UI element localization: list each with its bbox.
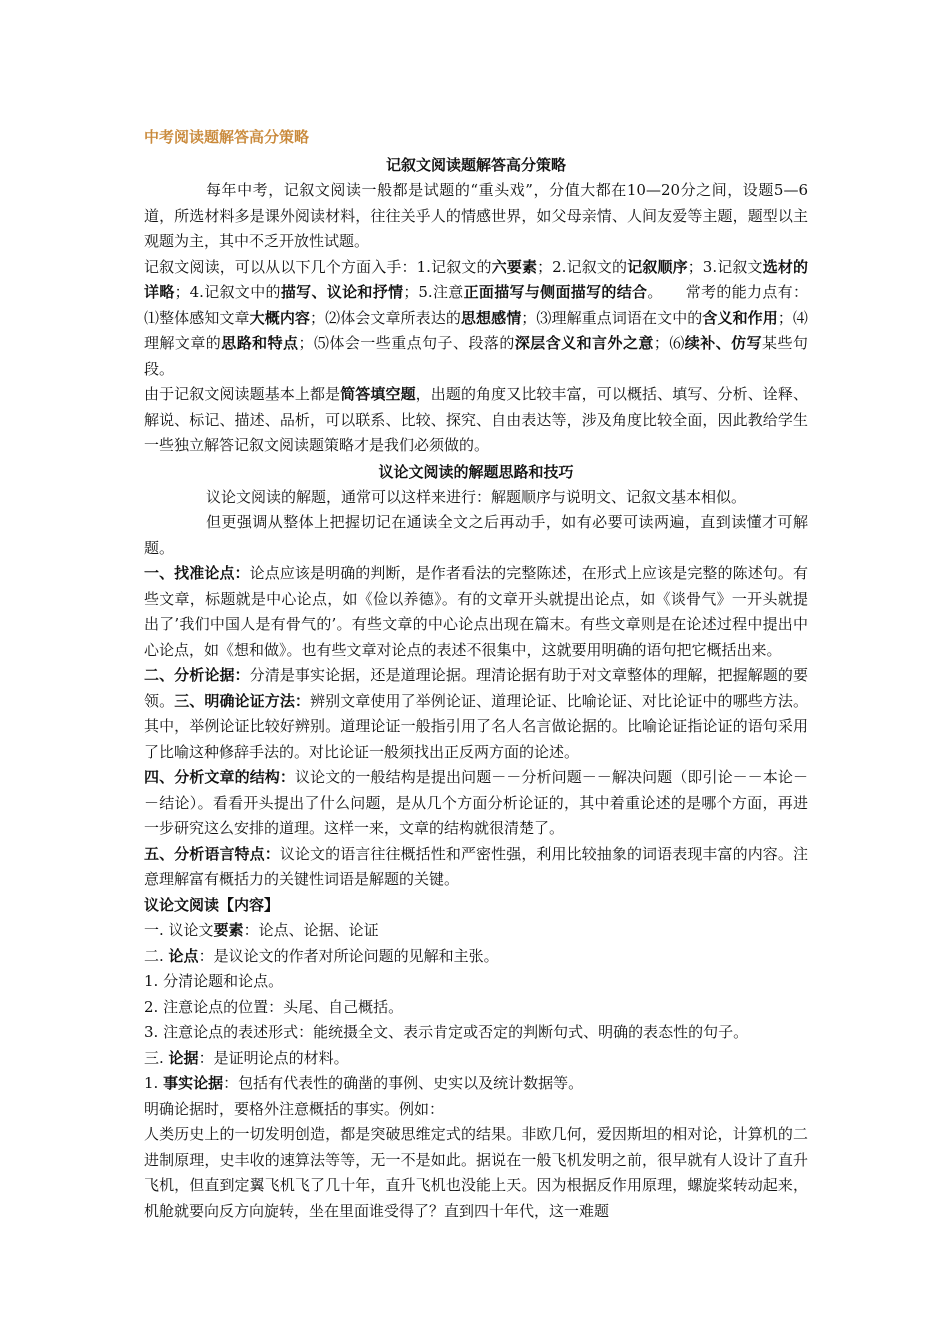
section-title-narrative: 记叙文阅读题解答高分策略	[385, 156, 566, 174]
list-item-thesis-2: 2. 注意论点的位置：头尾、自己概括。	[144, 997, 404, 1016]
list-item-thesis-1: 1. 分清论题和论点。	[144, 972, 284, 990]
paragraph-question-types: 由于记叙文阅读题基本上都是简答填空题，出题的角度又比较丰富，可以概括、填写、分析、诠释、解说、标记、描述、品析，可以联系、比较、探究、自由表达等，涉及角度比较全面，因此教给学生一些独立解答记叙文阅读题策略才是我们必须做的。	[144, 385, 808, 454]
heading-argument-content: 议论文阅读【内容】	[144, 895, 280, 914]
document-title: 中考阅读题解答高分策略	[144, 128, 310, 146]
section-title-argument: 议论文阅读的解题思路和技巧	[378, 462, 574, 481]
list-item-thesis-3: 3. 注意论点的表述形式：能统摄全文、表示肯定或否定的判断句式、明确的表态性的句子。	[144, 1023, 749, 1041]
paragraph-language: 五、分析语言特点：议论文的语言往往概括性和严密性强，利用比较抽象的词语表现丰富的内容。注意理解富有概括力的关键性词语是解题的关键。	[144, 844, 808, 888]
paragraph-argument-intro: 议论文阅读的解题，通常可以这样来进行：解题顺序与说明文、记叙文基本相似。	[206, 487, 747, 506]
paragraph-argument-whole: 但更强调从整体上把握切记在通读全文之后再动手，如有必要可读两遍，直到读懂才可解题。	[144, 513, 808, 557]
list-item-evidence: 三. 论据：是证明论点的材料。	[144, 1048, 349, 1067]
list-item-elements: 一. 议论文要素：论点、论据、论证	[144, 921, 379, 939]
paragraph-find-thesis: 一、找准论点：论点应该是明确的判断，是作者看法的完整陈述，在形式上应该是完整的陈述句。有些文章，标题就是中心论点，如《俭以养德》。有的文章开头就提出论点，如《谈骨气》一开头就提出了’我们中国人是有骨气的’。有些文章的中心论点出现在篇末。有些文章则是在论述过程中提出中心论点，如《想和做》。也有些文章对论点的表述不很集中，这就要用明确的语句把它概括出来。	[144, 564, 808, 659]
paragraph-example: 人类历史上的一切发明创造，都是突破思维定式的结果。非欧几何，爱因斯坦的相对论，计算机的二进制原理，史丰收的速算法等等，无一不是如此。据说在一般飞机发明之前，很早就有人设计了直升飞机，但直到定翼飞机飞了几十年，直升飞机也没能上天。因为根据反作用原理，螺旋桨转动起来，机舱就要向反方向旋转，坐在里面谁受得了？直到四十年代，这一难题	[144, 1125, 808, 1220]
paragraph-structure: 四、分析文章的结构：议论文的一般结构是提出问题－－分析问题－－解决问题（即引论－－本论－－结论）。看看开头提出了什么问题，是从几个方面分析论证的，其中着重论述的是哪个方面，再进一步研究这么安排的道理。这样一来，文章的结构就很清楚了。	[144, 768, 808, 837]
list-item-factual-evidence: 1. 事实论据：包括有代表性的确凿的事例、史实以及统计数据等。	[144, 1074, 584, 1092]
list-item-thesis: 二. 论点：是议论文的作者对所论问题的见解和主张。	[144, 946, 499, 965]
paragraph-narrative-approach: 记叙文阅读，可以从以下几个方面入手：1.记叙文的六要素；2.记叙文的记叙顺序；3.记叙文选材的详略；4.记叙文中的描写、议论和抒情；5.注意正面描写与侧面描写的结合。 常考的能力点有：⑴整体感知文章大概内容；⑵体会文章所表达的思想感情；⑶理解重点词语在文中的含义和作用；⑷理解文章的思路和特点；⑸体会一些重点句子、段落的深层含义和言外之意；⑹续补、仿写某些句段。	[144, 257, 808, 378]
paragraph-intro: 每年中考，记叙文阅读一般都是试题的“重头戏”，分值大都在10—20分之间，设题5—6道，所选材料多是课外阅读材料，往往关乎人的情感世界，如父母亲情、人间友爱等主题，题型以主观题为主，其中不乏开放性试题。	[144, 181, 808, 250]
paragraph-analyze-evidence: 二、分析论据：分清是事实论据，还是道理论据。理清论据有助于对文章整体的理解，把握解题的要领。三、明确论证方法：辨别文章使用了举例论证、道理论证、比喻论证、对比论证中的哪些方法。其中，举例论证比较好辨别。道理论证一般指引用了名人名言做论据的。比喻论证指论证的语句采用了比喻这种修辞手法的。对比论证一般须找出正反两方面的论述。	[144, 666, 808, 761]
paragraph-example-intro: 明确论据时，要格外注意概括的事实。例如：	[144, 1099, 445, 1118]
document-page	[144, 124, 808, 1224]
